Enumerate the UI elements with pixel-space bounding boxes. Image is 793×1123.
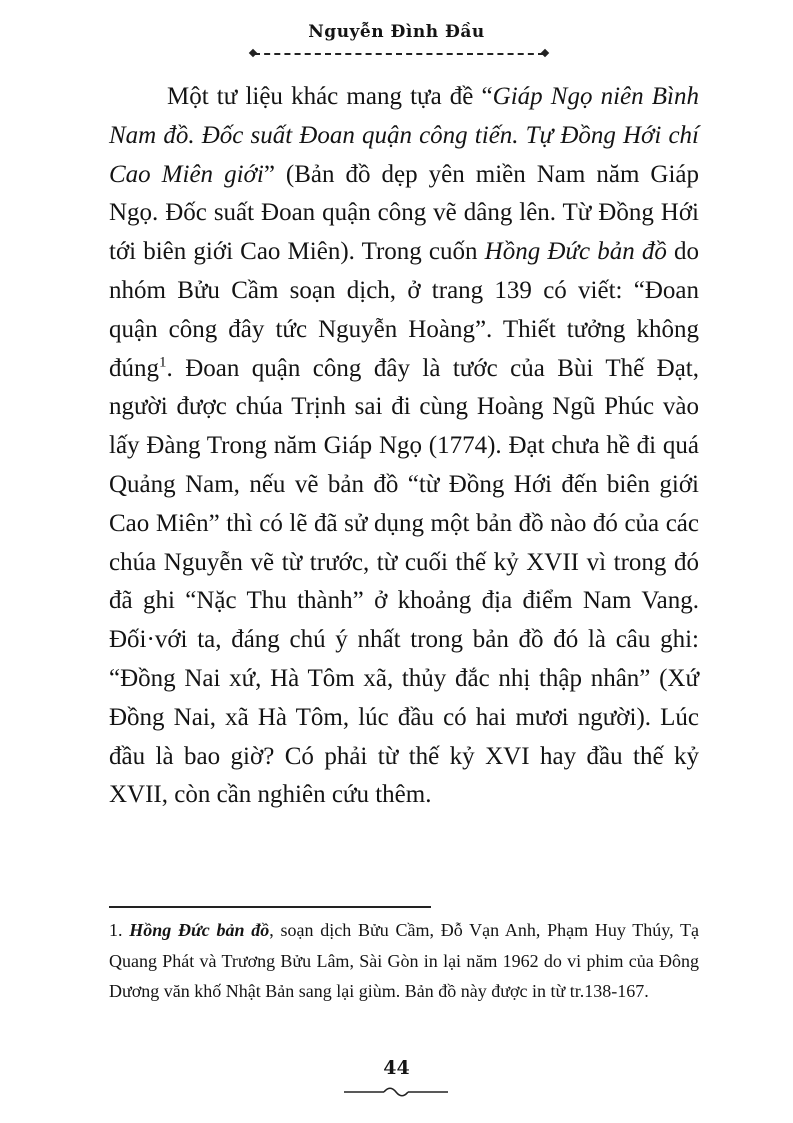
header-dashed-rule: [254, 53, 544, 55]
page-number: 44: [383, 1057, 410, 1079]
header-rule-right-diamond: [541, 49, 549, 57]
paragraph-text: ” (Bản đồ dẹp yên miền Nam năm Giáp Ngọ. Đốc suất Đoan quận công vẽ dâng lên. Từ Đồng Hới tới biên giới Cao Miên). Trong cuốn: [109, 160, 700, 266]
footnote-separator: [109, 906, 431, 908]
footnote-number: 1.: [109, 920, 130, 940]
footnote-text: , soạn dịch Bửu Cầm, Đỗ Vạn Anh, Phạm Huy Thúy, Tạ Quang Phát và Trương Bửu Lâm, Sài Gòn in lại năm 1962 do vi phim của Đông Dương văn khố Nhật Bản sang lại giùm. Bản đồ này được in từ tr.138-167.: [109, 920, 700, 1001]
main-paragraph: [109, 78, 699, 815]
italic-map-title: Giáp Ngọ niên Bình Nam đồ. Đốc suất Đoan quận công tiến. Tự Đồng Hới chí Cao Miên giới: [109, 83, 699, 188]
footnote-reference: 1: [159, 354, 167, 371]
page-number-ornament: [344, 1087, 448, 1097]
footnote: [109, 915, 699, 1007]
running-head-author: Nguyễn Đình Đầu: [308, 22, 485, 42]
footnote-italic-title: Hồng Đức bản đồ: [129, 920, 270, 940]
paragraph-text: do nhóm Bửu Cầm soạn dịch, ở trang 139 có viết: “Đoan quận công đây tức Nguyễn Hoàng”. Thiết tưởng không đúng: [109, 238, 700, 382]
header-rule-left-diamond: [249, 49, 257, 57]
paragraph-text: Một tư liệu khác mang tựa đề “: [167, 83, 493, 110]
italic-book-title: Hồng Đức bản đồ: [484, 238, 667, 266]
paragraph-text: . Đoan quận công đây là tước của Bùi Thế Đạt, người được chúa Trịnh sai đi cùng Hoàng Ngũ Phúc vào lấy Đàng Trong năm Giáp Ngọ (1774). Đạt chưa hề đi quá Quảng Nam, nếu vẽ bản đồ “từ Đồng Hới đến biên giới Cao Miên” thì có lẽ đã sử dụng một bản đồ nào đó của các chúa Nguyễn vẽ từ trước, từ cuối thế kỷ XVII vì trong đó đã ghi “Nặc Thu thành” ở khoảng địa điểm Nam Vang. Đối·với ta, đáng chú ý nhất trong bản đồ đó là câu ghi: “Đồng Nai xứ, Hà Tôm xã, thủy đắc nhị thập nhân” (Xứ Đồng Nai, xã Hà Tôm, lúc đầu có hai mươi người). Lúc đầu là bao giờ? Có phải từ thế kỷ XVI hay đầu thế kỷ XVII, còn cần nghiên cứu thêm.: [109, 354, 699, 809]
